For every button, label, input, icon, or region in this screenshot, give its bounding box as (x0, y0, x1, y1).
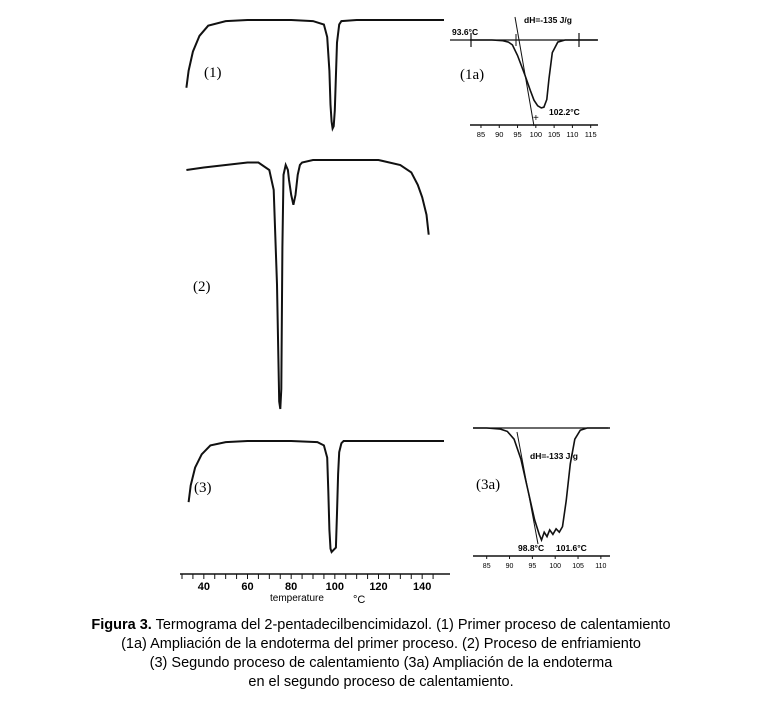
inset-1a-label: (1a) (460, 67, 485, 83)
main-x-tick-label: 120 (369, 581, 388, 593)
inset-x-tick-label: 95 (528, 563, 537, 570)
inset-3a-label: (3a) (476, 477, 501, 493)
inset-3a-annotation-peak2: 101.6°C (556, 543, 587, 553)
inset-x-tick-label: 110 (566, 130, 579, 139)
inset-1a-annotation-enthalpy: dH=-135 J/g (524, 15, 572, 25)
main-x-label: temperature (270, 593, 324, 604)
inset-1a-x-ticks (477, 125, 597, 139)
caption-text-1: Termograma del 2-pentadecilbencimidazol. (1) Primer proceso de calentamiento (155, 617, 671, 633)
main-x-tick-label: 80 (285, 581, 298, 593)
main-x-tick-label: 100 (325, 581, 345, 593)
main-x-unit: °C (353, 594, 366, 606)
inset-x-tick-label: 100 (529, 130, 543, 139)
curve-first-heating (186, 20, 444, 129)
inset-1a-annotation-onset: 93.6°C (452, 27, 479, 37)
inset-x-tick-label: 85 (482, 563, 491, 570)
inset-x-tick-label: 105 (547, 130, 561, 139)
inset-x-tick-label: 105 (572, 563, 584, 570)
main-x-ticks (182, 574, 433, 593)
panel-label-1: (1) (204, 65, 222, 81)
caption-line-3: (3) Segundo proceso de calentamiento (3a) Ampliación de la endoterma (149, 655, 613, 671)
inset-3a-x-ticks (483, 556, 607, 570)
panel-label-2: (2) (193, 279, 211, 295)
inset-3a-annotation-enthalpy: dH=-133 J/g (530, 451, 578, 461)
inset-x-tick-label: 100 (549, 563, 562, 570)
caption-line-2: (1a) Ampliación de la endoterma del primer proceso. (2) Proceso de enfriamiento (121, 636, 641, 652)
inset-x-tick-label: 110 (595, 563, 607, 570)
panel-label-3: (3) (194, 480, 212, 496)
inset-1a-annotation-peak: 102.2°C (549, 107, 580, 117)
inset-x-tick-label: 90 (505, 563, 514, 570)
main-x-tick-label: 140 (412, 581, 432, 593)
inset-x-tick-label: 85 (476, 130, 486, 139)
inset-3a-annotation-peak1: 98.8°C (518, 543, 545, 553)
caption-prefix: Figura 3. (91, 617, 152, 633)
inset-1a-curve (470, 40, 598, 108)
inset-1a-peak-marker: + (533, 113, 539, 124)
inset-x-tick-label: 90 (495, 130, 504, 139)
inset-x-tick-label: 95 (513, 130, 522, 139)
curve-cooling (186, 160, 428, 409)
main-x-tick-label: 40 (197, 581, 210, 593)
main-x-tick-label: 60 (241, 581, 254, 593)
caption-line-1 (20, 616, 742, 635)
inset-1a-tangent (515, 17, 534, 126)
figure-caption (20, 616, 742, 692)
inset-x-tick-label: 115 (584, 130, 597, 139)
caption-line-4: en el segundo proceso de calentamiento. (248, 674, 514, 690)
curve-second-heating (189, 441, 444, 552)
